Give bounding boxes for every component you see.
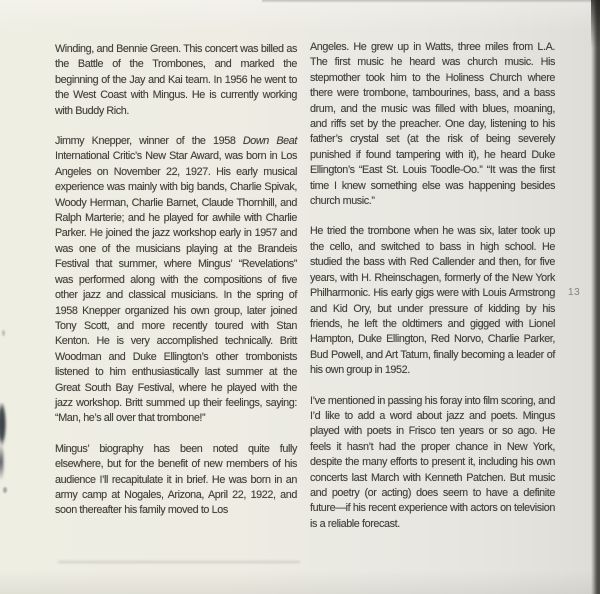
binding-speck xyxy=(2,330,5,336)
paragraph xyxy=(310,394,555,533)
left-text-column xyxy=(55,42,297,519)
paragraph xyxy=(55,134,297,427)
text-run: Jimmy Knepper, winner of the 1958 xyxy=(55,135,243,148)
paragraph xyxy=(55,442,297,519)
paragraph xyxy=(310,224,555,378)
scan-smudge xyxy=(58,561,300,563)
italic-text-run: Down Beat xyxy=(242,135,297,148)
binding-mark-top xyxy=(0,94,8,170)
text-run: He tried the trombone when he was six, later took up the cello, and switched to bass in high school. He studied the bass with Red Callender and then, for five years, with H. Rheinschagen, formerly of the New York Philharmonic. His early gigs were with Louis Armstrong and Kid Ory, but under pressure of kidding by his friends, he left the oldtimers and gigged with Lionel Hampton, Duke Ellington, Red Norvo, Charlie Parker, Bud Powell, and Art Tatum, finally becoming a leader of his own group in 1952. xyxy=(310,225,555,377)
binding-speck xyxy=(3,487,7,493)
paragraph xyxy=(55,42,297,119)
text-run: Winding, and Bennie Green. This concert was billed as the Battle of the Trombones, and marked the beginning of the Jay and Kai team. In 1956 he went to the West Coast with Mingus. He is currently working with Buddy Rich. xyxy=(55,43,297,117)
text-run: Mingus’ biography has been noted quite fully elsewhere, but for the benefit of new members of his audience I’ll recapitulate it in brief. He was born in an army camp at Nogales, Arizona, April 22, 1922, and soon thereafter his family moved to Los xyxy=(55,442,297,517)
page-number: 13 xyxy=(568,287,581,298)
paragraph xyxy=(310,40,555,209)
text-run: Angeles. He grew up in Watts, three miles from L.A. The first music he heard was church music. His stepmother took him to the Holiness Church where there were trombone, tambourines, bass, and a bass drum, and the music was filled with blues, moaning, and riffs set by the preacher. One day, listening to his father’s crystal set (at the risk of being severely punished if found tampering with it), he heard Duke Ellington’s “East St. Louis Toodle-Oo.” “It was the first time I knew something else was happening besides church music.” xyxy=(310,41,555,208)
right-text-column xyxy=(310,40,555,532)
text-run: I’ve mentioned in passing his foray into film scoring, and I’d like to add a word about jazz and poets. Mingus played with poets in Frisco ten years or so ago. He feels it hasn’t had the proper chance in New York, despite the many efforts to present it, including his own concerts last March with Kenneth Patchen. But music and poetry (or acting) does seem to have a definite future—if his recent experience with actors on television is a reliable forecast. xyxy=(310,394,555,530)
scan-top-edge-shadow xyxy=(262,0,593,3)
text-run: International Critic’s New Star Award, was born in Los Angeles on November 22, 1927. His early musical experience was mainly with big bands, Charlie Spivak, Woody Herman, Charlie Barnet, Claude Thornhill, and Ralph Marterie; and he played for awhile with Charlie Parker. He joined the jazz workshop early in 1957 and was one of the musicians playing at the Brandeis Festival that summer, where Mingus’ “Revelations” was performed along with the compositions of five other jazz and classical musicians. In the spring of 1958 Knepper organized his own group, later joined Tony Scott, and more recently toured with Stan Kenton. He is very accomplished technically. Britt Woodman and Duke Ellington’s other trombonists listened to him enthusiastically last summer at the Great South Bay Festival, where he played with the jazz workshop. Britt summed up their feelings, saying: “Man, he’s all over that trombone!” xyxy=(55,150,297,425)
binding-mark-bottom xyxy=(0,403,8,487)
page-edge-shadow xyxy=(591,0,600,594)
